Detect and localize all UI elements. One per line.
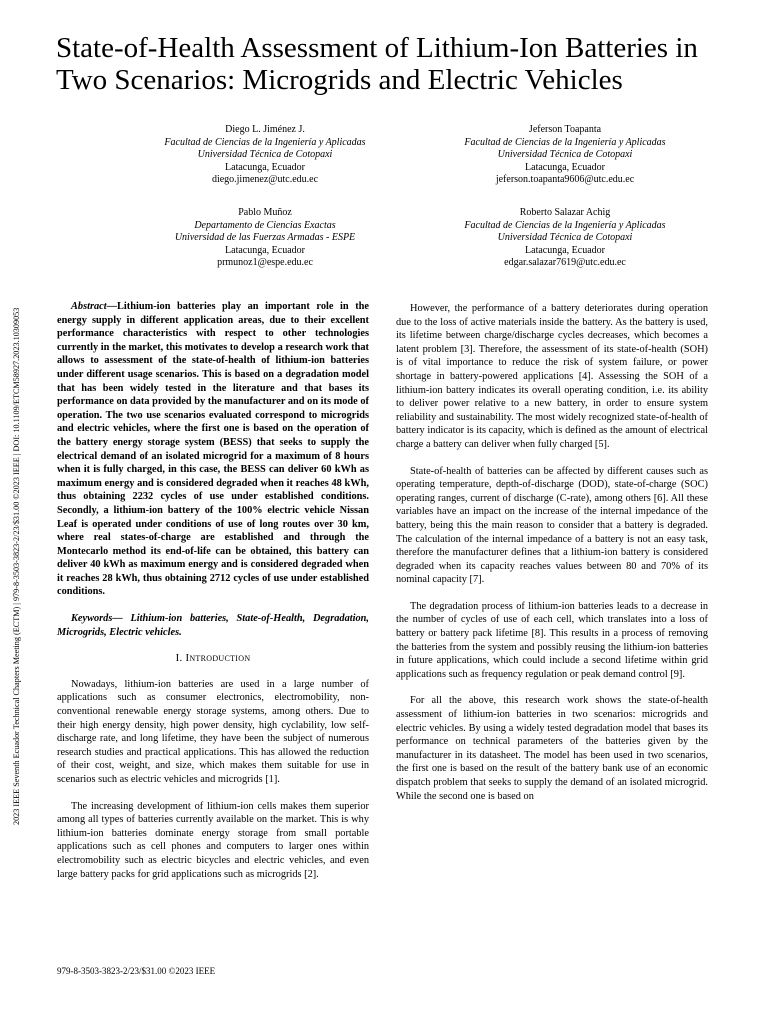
author-email: prmunoz1@espe.edu.ec	[217, 257, 313, 269]
paragraph: The degradation process of lithium-ion batteries leads to a decrease in the number of cycles of use of each cell, which translates into a loss of battery or battery pack lifetime [8]. This results in a process of removing the batteries from the system and possibly reusing the lithium-ion batteries in future applications, which could include a second lifetime within grid applications such as frequency regulation or peak demand control [9].	[396, 600, 708, 680]
author-email: diego.jimenez@utc.edu.ec	[211, 174, 319, 186]
author-block-1	[100, 124, 430, 187]
author-dept: Facultad de Ciencias de la Ingeniería y Aplicadas	[164, 136, 366, 148]
abstract	[57, 300, 369, 599]
author-org: Universidad Técnica de Cotopaxi	[497, 232, 633, 244]
paragraph: The increasing development of lithium-ion cells makes them superior among all types of batteries currently available on the market. This is why lithium-ion batteries dominate energy storage from small portable applications such as cell phones and computers to larger ones within electromobility such as electric bicycles and electric vehicles, and even large battery packs for grid applications such as microgrids [2].	[57, 800, 369, 880]
paragraph: State-of-health of batteries can be affected by different causes such as operating temperature, depth-of-discharge (DOD), state-of-charge (SOC) operating ranges, current of discharge (C-rate), among others [6]. All these variables have an impact on the increase of the internal impedance of the battery, being this the main reason to consider that a battery is degraded. The calculation of the internal impedance of a battery is not an easy task, therefore the manufacturer defines that a lithium-ion battery is considered degraded when its capacity reaches values between 80 and 70% of its nominal capacity [7].	[396, 465, 708, 586]
author-block-2	[400, 124, 730, 187]
side-publication-strip: 2023 IEEE Seventh Ecuador Technical Chapters Meeting (ECTM) | 979-8-3503-3823-2/23/$31.00 ©2023 IEEE | DOI: 10.1109/ETCM58927.2023.10309053	[12, 307, 21, 825]
author-name: Jeferson Toapanta	[528, 124, 602, 135]
abstract-lead: Abstract	[71, 301, 107, 312]
author-name: Roberto Salazar Achig	[519, 207, 611, 218]
left-column	[57, 300, 369, 894]
author-email: edgar.salazar7619@utc.edu.ec	[504, 257, 626, 269]
author-dept: Facultad de Ciencias de la Ingeniería y Aplicadas	[464, 219, 666, 231]
author-org: Universidad Técnica de Cotopaxi	[197, 149, 333, 161]
author-org: Universidad de las Fuerzas Armadas - ESPE	[174, 232, 356, 244]
author-email: jeferson.toapanta9606@utc.edu.ec	[495, 174, 635, 186]
author-org: Universidad Técnica de Cotopaxi	[497, 149, 633, 161]
abstract-text: —Lithium-ion batteries play an important role in the energy supply in different application areas, due to their excellent performance characteristics with respect to other technologies currently in the market, this motivates to develop a research work that allows to assessment of the state-of-health of lithium-ion batteries under different usage scenarios. This is based on a degradation model that has been widely tested in the literature and that bases its performance on data provided by the manufacturer and on its mode of operation. The two use scenarios evaluated correspond to microgrids and electric vehicles, where the first one is based on the operation of the battery energy storage system (BESS) that seeks to supply the electrical demand of an isolated microgrid for a maximum of 8 hours when it is fully charged, in this case, the BESS can deliver 60 kWh as maximum energy and is considered degraded when it reaches 48 kWh, thus obtaining 2232 cycles of use under established conditions. Secondly, a lithium-ion battery of the 100% electric vehicle Nissan Leaf is operated under conditions of use of long routes over 30 km, where real states-of-charge are established and through the Montecarlo method its end-of-life can be obtained, this battery can deliver 40 kWh as maximum energy and is considered degraded when it reaches 28 kWh, thus obtaining 2712 cycles of use under established conditions.	[57, 301, 369, 598]
author-block-3	[100, 207, 430, 270]
page-footer: 979-8-3503-3823-2/23/$31.00 ©2023 IEEE	[57, 966, 216, 976]
author-city: Latacunga, Ecuador	[525, 244, 605, 256]
author-name: Pablo Muñoz	[238, 207, 292, 218]
author-block-4	[400, 207, 730, 270]
author-dept: Facultad de Ciencias de la Ingeniería y Aplicadas	[464, 136, 666, 148]
author-name: Diego L. Jiménez J.	[225, 124, 305, 135]
author-city: Latacunga, Ecuador	[225, 161, 305, 173]
right-column	[396, 302, 708, 816]
keywords: Keywords— Lithium-ion batteries, State-of-Health, Degradation, Microgrids, Electric vehicles.	[57, 613, 369, 638]
author-dept: Departamento de Ciencias Exactas	[194, 219, 336, 231]
paragraph: For all the above, this research work shows the state-of-health assessment of lithium-ion batteries in two scenarios: microgrids and electric vehicles. By using a widely tested degradation model that bases its performance on technical parameters of the batteries given by the manufacturer in its datasheet. The model has been used in two scenarios, the first one is based on the result of the battery bank use of an economic dispatch problem that seeks to supply the demand of an isolated microgrid. While the second one is based on	[396, 695, 708, 802]
author-city: Latacunga, Ecuador	[525, 161, 605, 173]
paragraph: However, the performance of a battery deteriorates during operation due to the loss of active materials inside the battery. As the battery is used, its lifetime between charge/discharge cycles decreases, which becomes a latent problem [3]. Therefore, the assessment of its state-of-health (SOH) is of vital importance to reduce the risk of system failure, or power shortage in battery-powered applications [4]. Assessing the SOH of a lithium-ion battery indicates its overall operating condition, i.e. its ability to deliver power relative to a new battery, in order to ensure system reliability and sustainability. The most widely recognized state-of-health of battery indicator is its capacity, which is defined as the amount of electrical charge a battery can deliver when fully charged [5].	[396, 303, 708, 450]
paper-title: State-of-Health Assessment of Lithium-Ion Batteries in Two Scenarios: Microgrids and Electric Vehicles	[56, 32, 698, 96]
section-heading-introduction: I. Introduction	[175, 652, 251, 665]
author-city: Latacunga, Ecuador	[225, 244, 305, 256]
paragraph: Nowadays, lithium-ion batteries are used in a large number of applications such as consumer electronics, electromobility, non-conventional renewable energy storage systems, among others. Due to their high energy density, high power density, high cyclability, low self-discharge rate, and long lifetime, they have been the subject of numerous research studies and practical applications. This has allowed the reduction of their cost, weight, and size, which makes them suitable for use in scenarios such as electric vehicles and microgrids [1].	[57, 678, 369, 785]
